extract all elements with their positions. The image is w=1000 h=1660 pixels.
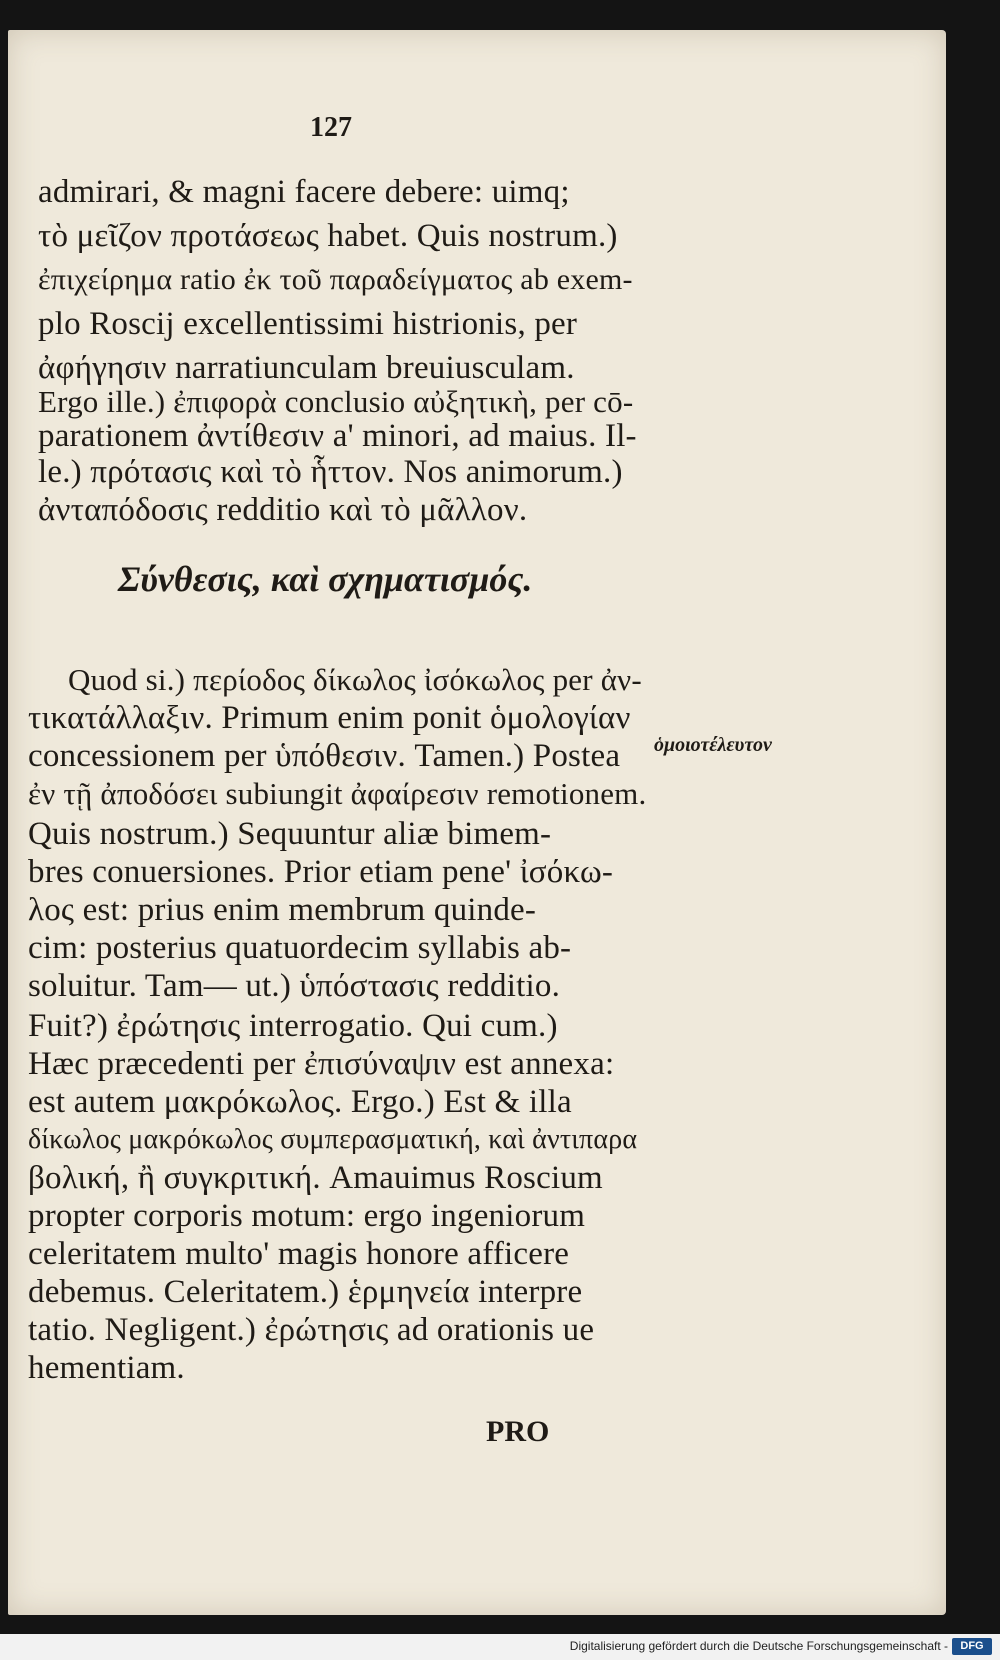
text-line: le.) πρότασις καὶ τὸ ἧττον. Nos animorum.) (38, 454, 623, 490)
digitization-footer (0, 1634, 1000, 1660)
text-line: est autem μακρόκωλος. Ergo.) Est & illa (28, 1084, 572, 1120)
text-line: ἀφήγησιν narratiunculam breuiusculam. (38, 350, 575, 386)
text-line: Quod si.) περίοδος δίκωλος ἰσόκωλος per ἀν- (68, 662, 642, 697)
dfg-logo-icon: DFG (952, 1638, 992, 1655)
text-line: δίκωλος μακρόκωλος συμπερασματική, καὶ ἀντιπαρα (28, 1124, 638, 1155)
text-line: βολική, ἢ συγκριτική. Amauimus Roscium (28, 1160, 603, 1196)
page-text (8, 30, 946, 1615)
footer-credit: Digitalisierung gefördert durch die Deutsche Forschungsgemeinschaft - (569, 1639, 948, 1653)
catchword: PRO (486, 1415, 550, 1448)
marginal-note: ὁμοιοτέλευτον (654, 734, 772, 756)
text-line: ἐν τῇ ἀποδόσει subiungit ἀφαίρεσιν remotionem. (28, 776, 647, 811)
text-line: Hæc præcedenti per ἐπισύναψιν est annexa: (28, 1046, 615, 1082)
text-line: parationem ἀντίθεσιν a' minori, ad maius. Il- (38, 418, 637, 454)
text-line: tatio. Negligent.) ἐρώτησις ad orationis ue (28, 1312, 595, 1348)
text-line: λος est: prius enim membrum quinde- (28, 892, 537, 928)
section-heading: Σύνθεσις, καὶ σχηματισμός. (118, 559, 533, 599)
text-line: plo Roscij excellentissimi histrionis, per (38, 306, 578, 342)
page-number: 127 (310, 112, 352, 143)
text-line: Ergo ille.) ἐπιφορὰ conclusio αὐξητικὴ, per cō- (38, 384, 634, 419)
text-line: ἀνταπόδοσις redditio καὶ τὸ μᾶλλον. (38, 492, 528, 528)
text-line: propter corporis motum: ergo ingeniorum (28, 1198, 586, 1234)
text-line: τὸ μεῖζον προτάσεως habet. Quis nostrum.) (38, 218, 618, 254)
text-line: admirari, & magni facere debere: uimq; (38, 174, 570, 210)
text-line: ἐπιχείρημα ratio ἐκ τοῦ παραδείγματος ab exem- (38, 263, 633, 296)
text-line: τικατάλλαξιν. Primum enim ponit ὁμολογίαν (28, 700, 631, 736)
text-line: celeritatem multo' magis honore afficere (28, 1236, 570, 1272)
text-line: concessionem per ὑπόθεσιν. Tamen.) Postea (28, 738, 621, 774)
text-line: Quis nostrum.) Sequuntur aliæ bimem- (28, 816, 552, 852)
book-page (8, 30, 946, 1615)
text-line: debemus. Celeritatem.) ἑρμηνεία interpre (28, 1274, 583, 1310)
text-line: cim: posterius quatuordecim syllabis ab- (28, 930, 572, 966)
text-line: bres conuersiones. Prior etiam pene' ἰσόκω- (28, 854, 614, 890)
text-line: Fuit?) ἐρώτησις interrogatio. Qui cum.) (28, 1008, 558, 1044)
text-line: hementiam. (28, 1350, 185, 1386)
text-line: soluitur. Tam— ut.) ὑπόστασις redditio. (28, 968, 561, 1004)
